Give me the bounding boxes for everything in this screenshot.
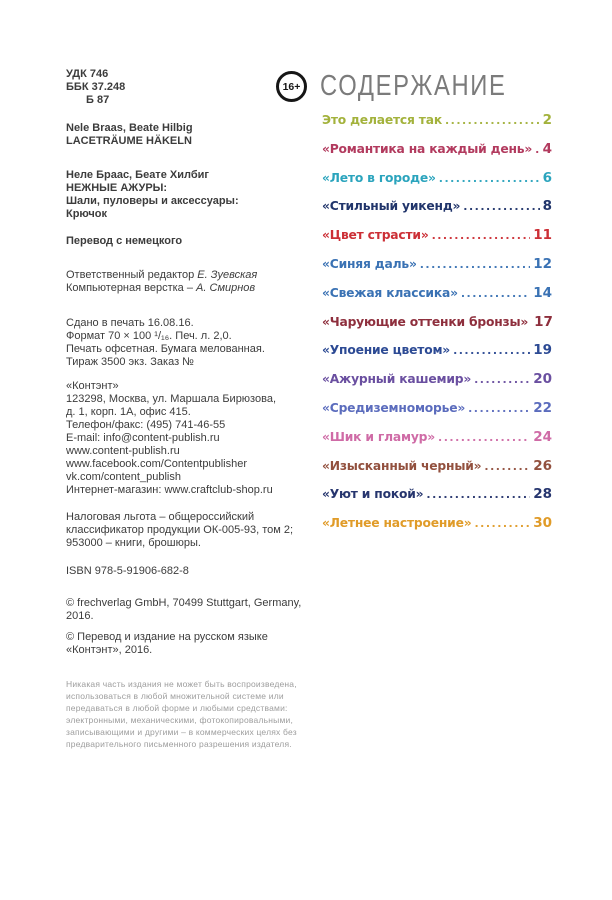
toc-entry <box>322 486 552 503</box>
bbk-code: ББК 37.248 <box>66 81 126 93</box>
editor-name: Е. Зуевская <box>197 269 258 281</box>
toc-entry-label: «Изысканный черный» <box>322 458 482 473</box>
copyright-translation: © Перевод и издание на русском языке «Контэнт», 2016. <box>66 631 268 656</box>
toc-entry-page: 26 <box>533 457 552 474</box>
tax-note: Налоговая льгота – общероссийский классификатор продукции ОК-005-93, том 2; 953000 – книги, брошюры. <box>66 511 294 549</box>
layout-name: А. Смирнов <box>196 282 256 294</box>
toc-entry-label: «Шик и гламур» <box>322 429 436 444</box>
original-title: LACETRÄUME HÄKELN <box>66 135 192 147</box>
toc-entry-label: «Чарующие оттенки бронзы» <box>322 314 529 329</box>
toc-leader-dots <box>484 460 530 473</box>
publisher-name: «Контэнт» <box>66 380 119 392</box>
toc-entry-label: «Лето в городе» <box>322 170 436 185</box>
toc-leader-dots <box>463 200 539 213</box>
print-run: Тираж 3500 экз. Заказ № <box>66 356 194 368</box>
toc-entry <box>322 429 552 443</box>
toc-entry <box>322 198 552 215</box>
translation-note: Перевод с немецкого <box>66 235 183 247</box>
imprint-column <box>66 68 316 750</box>
toc-entry-page: 8 <box>542 198 552 215</box>
publisher-phone: Телефон/факс: (495) 741-46-55 <box>66 419 226 431</box>
publisher-email: E-mail: info@content-publish.ru <box>66 432 220 444</box>
toc-entry <box>322 371 552 388</box>
toc-entry-page: 19 <box>533 342 552 359</box>
toc-leader-dots <box>445 114 540 127</box>
toc-leader-dots <box>432 229 531 242</box>
toc-entry <box>322 342 552 359</box>
original-authors-title <box>66 122 316 148</box>
toc-entry <box>322 314 552 328</box>
toc-entry <box>322 400 552 414</box>
toc-leader-dots <box>439 172 540 185</box>
toc-entry-page: 17 <box>534 313 553 330</box>
toc-leader-dots <box>535 143 539 156</box>
author-sign-code: Б 87 <box>86 94 110 106</box>
publisher-address-2: д. 1, корп. 1А, офис 415. <box>66 406 191 418</box>
toc-entry-page: 4 <box>542 140 552 157</box>
print-date: Сдано в печать 16.08.16. <box>66 317 194 329</box>
toc-entry-label: «Уют и покой» <box>322 487 424 502</box>
toc-entry-label: «Упоение цветом» <box>322 343 451 358</box>
editor-label: Ответственный редактор <box>66 269 198 281</box>
toc-leader-dots <box>468 402 530 415</box>
toc-entry-label: «Цвет страсти» <box>322 228 429 243</box>
isbn: ISBN 978-5-91906-682-8 <box>66 565 189 577</box>
udk-code: УДК 746 <box>66 68 109 80</box>
russian-title: НЕЖНЫЕ АЖУРЫ: <box>66 182 168 194</box>
toc-entry <box>322 285 552 299</box>
toc-entry <box>322 515 552 532</box>
age-rating-badge: 16+ <box>276 71 307 102</box>
publisher-block <box>66 380 316 497</box>
contents-list <box>322 112 552 544</box>
toc-entry <box>322 458 552 472</box>
toc-entry-page: 12 <box>533 255 552 272</box>
toc-entry-label: «Стильный уикенд» <box>322 199 461 214</box>
toc-entry-label: Это делается так <box>322 113 442 127</box>
publisher-vk: vk.com/content_publish <box>66 471 181 483</box>
toc-entry-page: 20 <box>533 371 552 388</box>
toc-entry-page: 30 <box>533 515 552 532</box>
print-info-block <box>66 317 316 369</box>
toc-leader-dots <box>438 431 530 444</box>
russian-authors: Неле Браас, Беате Хилбиг <box>66 169 209 181</box>
print-type: Печать офсетная. Бумага мелованная. <box>66 343 265 355</box>
layout-line <box>66 282 316 295</box>
toc-leader-dots <box>426 488 530 501</box>
layout-label: Компьютерная верстка – <box>66 282 197 294</box>
toc-leader-dots <box>474 517 530 530</box>
toc-entry-label: «Романтика на каждый день» <box>322 141 533 156</box>
russian-subtitle-2: Крючок <box>66 208 108 220</box>
toc-leader-dots <box>420 258 530 271</box>
toc-entry-label: «Средиземноморье» <box>322 400 466 415</box>
toc-entry-page: 6 <box>542 169 552 186</box>
toc-entry-page: 2 <box>542 112 552 128</box>
print-format: Формат 70 × 100 ¹/₁₆. Печ. л. 2,0. <box>66 330 232 342</box>
toc-leader-dots <box>453 344 530 357</box>
copyright-original: © frechverlag GmbH, 70499 Stuttgart, Germany, 2016. <box>66 597 302 622</box>
toc-entry-label: «Ажурный кашемир» <box>322 372 472 387</box>
russian-authors-title <box>66 169 316 221</box>
toc-entry-label: «Синяя даль» <box>322 256 417 271</box>
editors-block <box>66 269 316 295</box>
russian-subtitle: Шали, пуловеры и аксессуары: <box>66 195 239 207</box>
publisher-website: www.content-publish.ru <box>66 445 180 457</box>
toc-entry <box>322 141 552 155</box>
publisher-shop: Интернет-магазин: www.craftclub-shop.ru <box>66 484 273 496</box>
contents-title: СОДЕРЖАНИЕ <box>320 70 507 102</box>
toc-entry-page: 22 <box>533 399 552 416</box>
toc-leader-dots <box>461 287 530 300</box>
toc-entry-page: 28 <box>533 486 552 503</box>
toc-entry-page: 11 <box>533 227 552 244</box>
publisher-facebook: www.facebook.com/Contentpublisher <box>66 458 247 470</box>
original-authors: Nele Braas, Beate Hilbig <box>66 122 193 134</box>
publisher-address-1: 123298, Москва, ул. Маршала Бирюзова, <box>66 393 276 405</box>
toc-entry <box>322 256 552 270</box>
toc-leader-dots <box>474 373 530 386</box>
toc-entry-label: «Свежая классика» <box>322 285 458 300</box>
toc-entry <box>322 170 552 184</box>
editor-line <box>66 269 316 282</box>
toc-entry-page: 14 <box>533 284 552 301</box>
toc-entry-label: «Летнее настроение» <box>322 516 472 531</box>
toc-entry-page: 24 <box>533 428 552 445</box>
legal-notice: Никакая часть издания не может быть воспроизведена, использоваться в любой множительной системе или передаваться в любой форме и любыми средствами: электронными, механическими, фотокопировальными, записывающими и другими – в коммерческих целях без предварительного письменного разрешения издателя. <box>66 679 297 749</box>
toc-entry <box>322 227 552 244</box>
toc-entry <box>322 112 552 126</box>
